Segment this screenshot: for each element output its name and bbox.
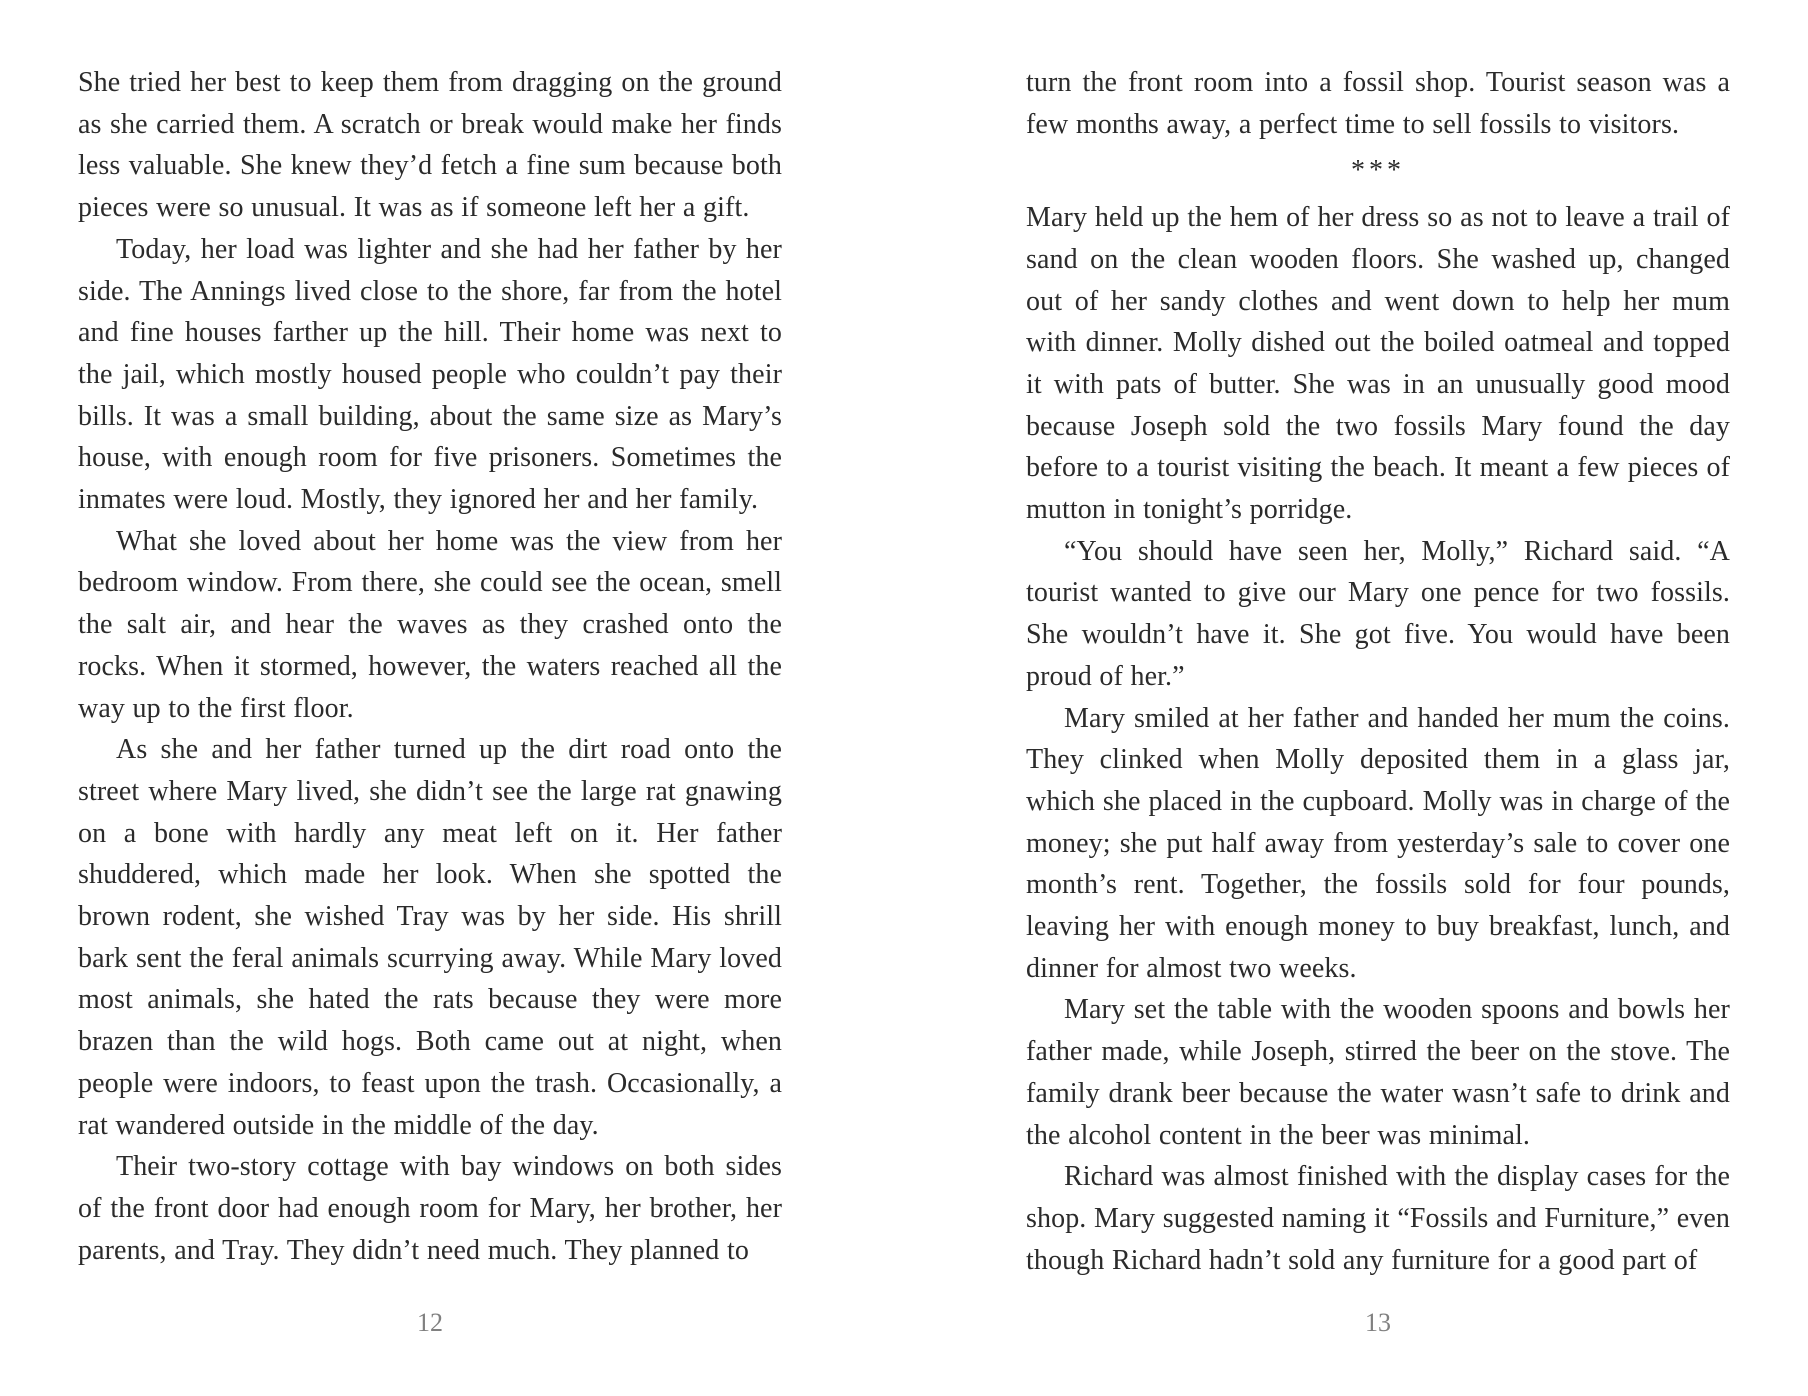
paragraph: What she loved about her home was the view from her bedroom window. From there, she could see the ocean, smell the salt air, and hear the waves as they crashed onto the rocks. When it stormed, however, the waters reached all the way up to the first floor. — [78, 525, 782, 724]
left-page-number: 12 — [417, 1308, 443, 1337]
section-separator: *** — [1351, 155, 1405, 187]
paragraph: “You should have seen her, Molly,” Richard said. “A tourist wanted to give our Mary one pence for two fossils. She wouldn’t have it. She got five. You would have been proud of her.” — [1026, 535, 1730, 692]
right-page-text — [1026, 62, 1730, 1281]
paragraph: turn the front room into a fossil shop. Tourist season was a few months away, a perfect time to sell fossils to visitors. — [1026, 67, 1730, 140]
paragraph: Mary set the table with the wooden spoons and bowls her father made, while Joseph, stirred the beer on the stove. The family drank beer because the water wasn’t safe to drink and the alcohol content in the beer was minimal. — [1026, 994, 1730, 1151]
paragraph: Their two-story cottage with bay windows on both sides of the front door had enough room for Mary, her brother, her parents, and Tray. They didn’t need much. They planned to — [78, 1151, 782, 1266]
right-page-number: 13 — [1365, 1308, 1391, 1337]
paragraph: Today, her load was lighter and she had her father by her side. The Annings lived close to the shore, far from the hotel and fine houses farther up the hill. Their home was next to the jail, which mostly housed people who couldn’t pay their bills. It was a small building, about the same size as Mary’s house, with enough room for five prisoners. Sometimes the inmates were loud. Mostly, they ignored her and her family. — [78, 233, 782, 516]
left-page-text — [78, 62, 782, 1271]
paragraph: Mary smiled at her father and handed her mum the coins. They clinked when Molly deposited them in a glass jar, which she placed in the cupboard. Molly was in charge of the money; she put half away from yesterday’s sale to cover one month’s rent. Together, the fossils sold for four pounds, leaving her with enough money to buy breakfast, lunch, and dinner for almost two weeks. — [1026, 702, 1730, 984]
paragraph: Richard was almost finished with the display cases for the shop. Mary suggested naming it “Fossils and Furniture,” even though Richard hadn’t sold any furniture for a good part of — [1026, 1161, 1730, 1276]
paragraph: As she and her father turned up the dirt road onto the street where Mary lived, she didn’t see the large rat gnawing on a bone with hardly any meat left on it. Her father shuddered, which made her look. When she spotted the brown rodent, she wished Tray was by her side. His shrill bark sent the feral animals scurrying away. While Mary loved most animals, she hated the rats because they were more brazen than the wild hogs. Both came out at night, when people were indoors, to feast upon the trash. Occasionally, a rat wandered outside in the middle of the day. — [78, 734, 782, 1141]
paragraph: She tried her best to keep them from dragging on the ground as she carried them. A scratch or break would make her finds less valuable. She knew they’d fetch a fine sum because both pieces were so unusual. It was as if someone left her a gift. — [78, 67, 782, 224]
paragraph: Mary held up the hem of her dress so as not to leave a trail of sand on the clean wooden floors. She washed up, changed out of her sandy clothes and went down to help her mum with dinner. Molly dished out the boiled oatmeal and topped it with pats of butter. She was in an unusually good mood because Joseph sold the two fossils Mary found the day before to a tourist visiting the beach. It meant a few pieces of mutton in tonight’s porridge. — [1026, 202, 1730, 526]
